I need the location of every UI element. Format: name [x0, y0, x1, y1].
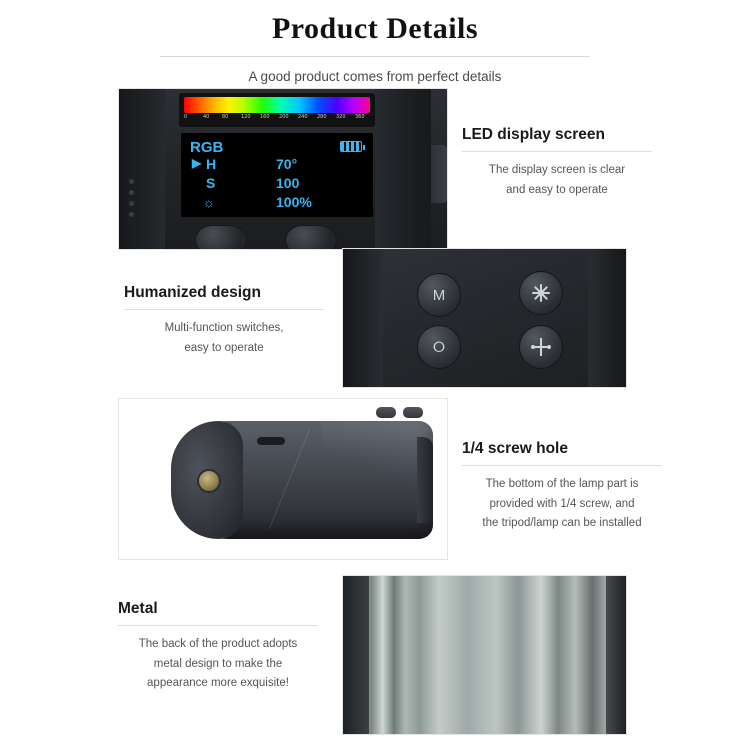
lamp-end-cap — [171, 421, 243, 539]
metal-right-edge — [606, 576, 626, 734]
page-header — [0, 0, 750, 84]
device-body — [119, 89, 447, 249]
screen-row-saturation — [190, 175, 364, 194]
device-left-edge — [119, 89, 165, 249]
mode-button-label: M — [432, 286, 446, 304]
cross-icon — [532, 338, 550, 356]
screen-row-value: 100 — [276, 175, 300, 191]
led-screen — [181, 133, 373, 217]
rgb-tick-labels — [184, 114, 370, 125]
caption-screw-hole — [462, 440, 662, 534]
rgb-tick: 160 — [260, 114, 270, 120]
title-divider — [160, 56, 590, 57]
caption-line: The back of the product adopts — [138, 638, 298, 650]
caption-line: provided with 1/4 screw, and — [489, 497, 635, 510]
page-subtitle: A good product comes from perfect details — [248, 69, 502, 84]
screen-row-label: S — [206, 175, 216, 191]
screen-row-label: H — [206, 156, 217, 172]
screen-row-value: 100% — [276, 194, 312, 210]
selection-cursor-icon: ▶ — [192, 156, 202, 170]
sun-icon: ☼ — [203, 195, 215, 210]
sun-icon — [532, 284, 550, 302]
device-side-flap — [431, 145, 447, 203]
screen-mode-label: RGB — [190, 139, 224, 156]
photo-metal-back — [342, 575, 627, 735]
caption-line: The display screen is clear — [488, 164, 626, 176]
lamp-foot — [417, 437, 433, 523]
device-knob-right — [285, 225, 337, 250]
device-right-edge — [375, 89, 431, 249]
power-icon: ⭘ — [432, 338, 445, 356]
brightness-button[interactable] — [519, 271, 563, 315]
caption-title: 1/4 screw hole — [462, 440, 568, 457]
caption-metal — [118, 600, 318, 694]
caption-line: the tripod/lamp can be installed — [482, 517, 642, 530]
lamp-slot — [257, 437, 285, 445]
rgb-tick: 280 — [317, 114, 327, 120]
device-knob-left — [195, 225, 247, 250]
photo-background — [119, 399, 447, 559]
caption-title: LED display screen — [462, 126, 606, 143]
caption-divider — [124, 309, 324, 310]
rgb-tick: 360 — [355, 114, 365, 120]
color-spectrum-strip — [179, 93, 375, 127]
metal-left-edge — [343, 576, 369, 734]
caption-humanized-design — [124, 284, 324, 358]
rgb-tick: 320 — [336, 114, 346, 120]
caption-title: Metal — [118, 600, 158, 617]
caption-line: easy to operate — [184, 341, 264, 354]
caption-led-display-screen — [462, 126, 652, 200]
caption-line: The bottom of the lamp part is — [485, 478, 639, 490]
device-vent-dots — [129, 179, 134, 223]
rgb-gradient-bar — [184, 97, 370, 113]
lamp-top-buttons — [369, 405, 423, 423]
caption-title: Humanized design — [124, 284, 261, 301]
caption-line: appearance more exquisite! — [147, 677, 289, 690]
screen-top-row — [190, 138, 364, 156]
photo-led-display — [118, 88, 448, 250]
photo-control-buttons — [342, 248, 627, 388]
page-title: Product Details — [271, 12, 479, 45]
caption-divider — [462, 151, 652, 152]
device-button-plate — [343, 249, 626, 387]
rgb-tick: 240 — [298, 114, 308, 120]
lamp-body — [171, 421, 433, 539]
power-button[interactable] — [417, 325, 461, 369]
metal-surface — [343, 576, 626, 734]
battery-icon — [340, 141, 362, 152]
rgb-tick: 0 — [184, 114, 188, 120]
mode-button[interactable] — [417, 273, 461, 317]
caption-line: Multi-function switches, — [164, 322, 284, 334]
screen-row-brightness — [190, 194, 364, 213]
rgb-tick: 120 — [241, 114, 251, 120]
rgb-tick: 80 — [222, 114, 229, 120]
caption-line: metal design to make the — [153, 657, 283, 670]
caption-divider — [118, 625, 318, 626]
navigation-button[interactable] — [519, 325, 563, 369]
caption-divider — [462, 465, 662, 466]
screen-row-value: 70° — [276, 156, 298, 172]
photo-screw-hole — [118, 398, 448, 560]
rgb-tick: 40 — [203, 114, 210, 120]
screw-hole-icon — [197, 469, 221, 493]
caption-line: and easy to operate — [506, 183, 608, 196]
rgb-tick: 200 — [279, 114, 289, 120]
screen-row-hue — [190, 156, 364, 175]
